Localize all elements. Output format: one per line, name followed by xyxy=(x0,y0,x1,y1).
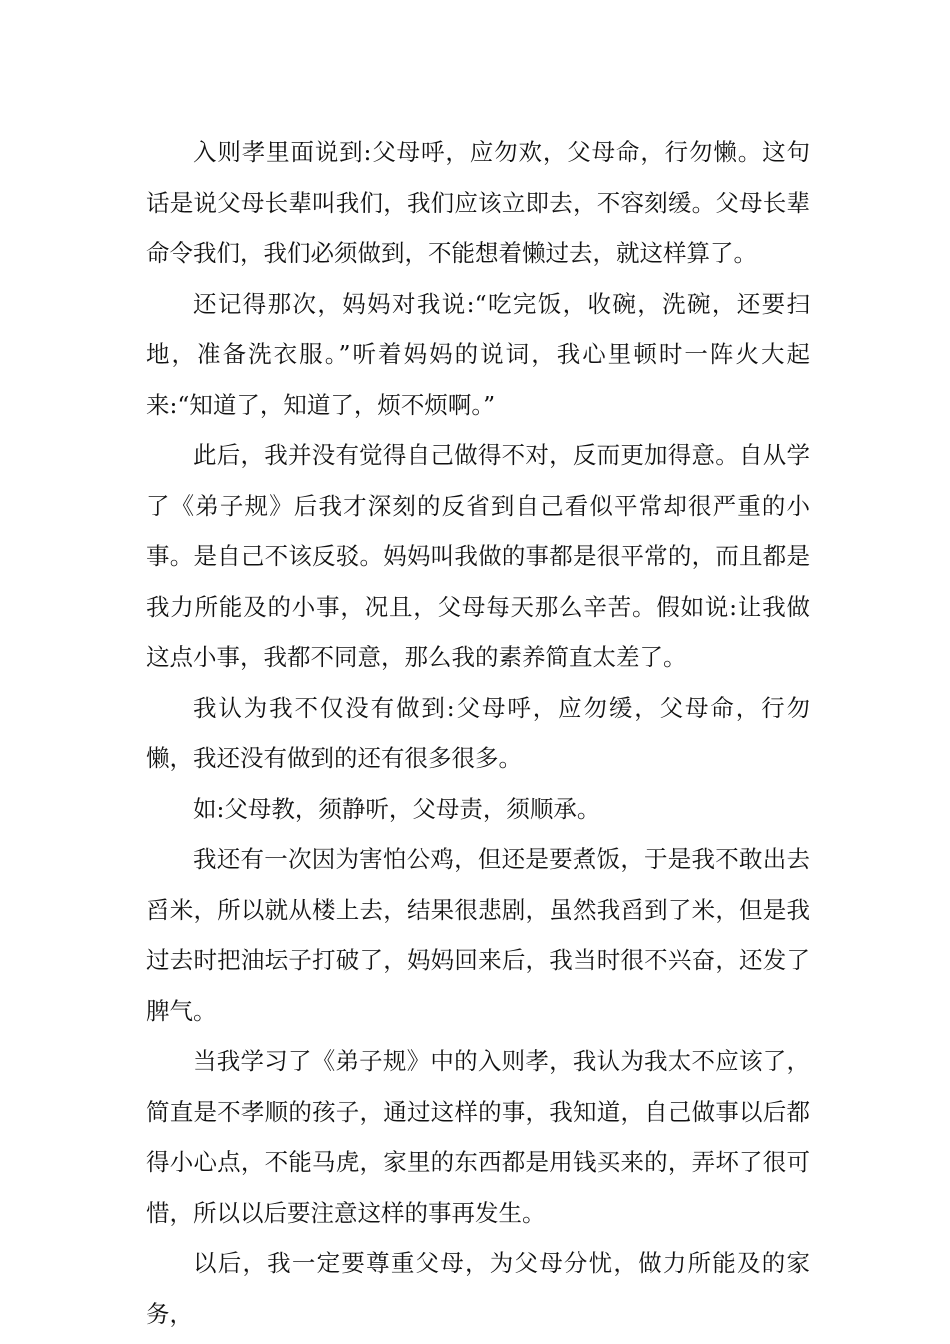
paragraph: 还记得那次，妈妈对我说:“吃完饭，收碗，洗碗，还要扫地，准备洗衣服。”听着妈妈的说词，我心里顿时一阵火大起来:“知道了，知道了，烦不烦啊。” xyxy=(146,289,810,419)
document-body xyxy=(146,127,810,1339)
paragraph: 入则孝里面说到:父母呼，应勿欢，父母命，行勿懒。这句话是说父母长辈叫我们，我们应该立即去，不容刻缓。父母长辈命令我们，我们必须做到，不能想着懒过去，就这样算了。 xyxy=(146,138,810,267)
paragraph: 我还有一次因为害怕公鸡，但还是要煮饭，于是我不敢出去舀米，所以就从楼上去，结果很悲剧，虽然我舀到了米，但是我过去时把油坛子打破了，妈妈回来后，我当时很不兴奋，还发了脾气。 xyxy=(146,845,810,1025)
paragraph: 我认为我不仅没有做到:父母呼，应勿缓，父母命，行勿懒，我还没有做到的还有很多很多。 xyxy=(146,693,810,772)
paragraph: 以后，我一定要尊重父母，为父母分忧，做力所能及的家务， xyxy=(146,1249,810,1328)
paragraph: 此后，我并没有觉得自己做得不对，反而更加得意。自从学了《弟子规》后我才深刻的反省到自己看似平常却很严重的小事。是自己不该反驳。妈妈叫我做的事都是很平常的，而且都是我力所能及的小事，况且，父母每天那么辛苦。假如说:让我做这点小事，我都不同意，那么我的素养简直太差了。 xyxy=(146,441,810,671)
paragraph: 当我学习了《弟子规》中的入则孝，我认为我太不应该了，简直是不孝顺的孩子，通过这样的事，我知道，自己做事以后都得小心点，不能马虎，家里的东西都是用钱买来的，弄坏了很可惜，所以以后要注意这样的事再发生。 xyxy=(146,1047,810,1227)
paragraph: 如:父母教，须静听，父母责，须顺承。 xyxy=(193,794,601,823)
